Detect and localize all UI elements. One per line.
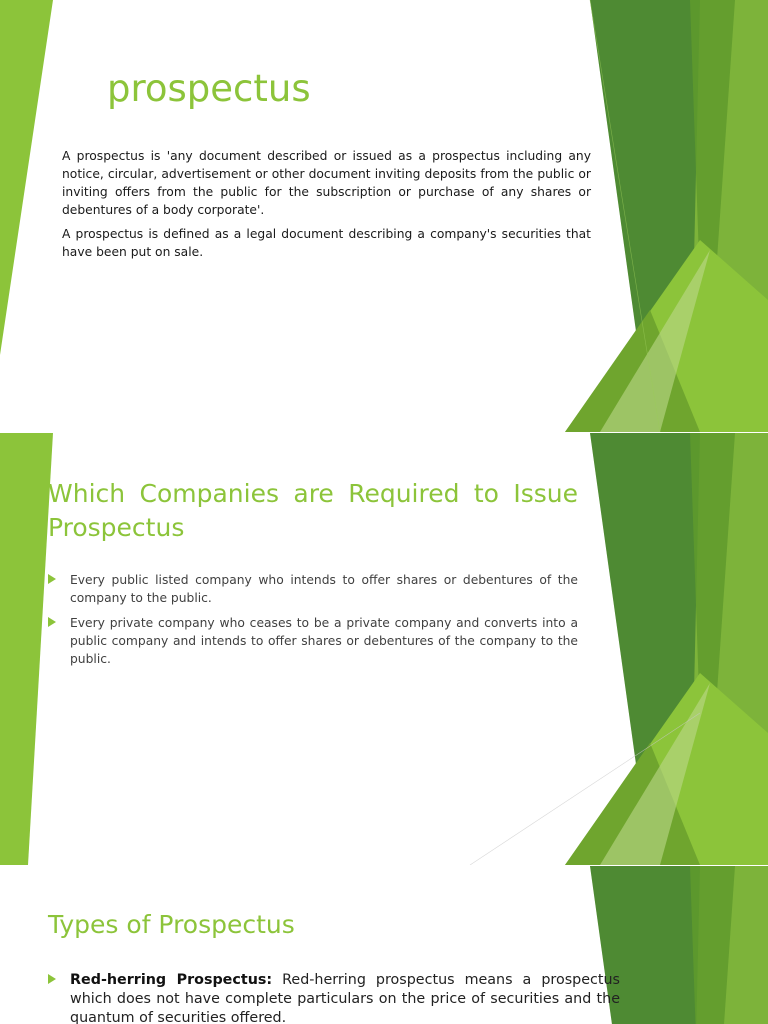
paragraph: A prospectus is defined as a legal document describing a company's securities that have been put on sale. [62, 227, 591, 259]
list-item: Every private company who ceases to be a private company and converts into a public company and intends to offer shares or debentures of the company to the public. [48, 614, 578, 668]
definition: Red-herring prospectus means a prospectus which does not have complete particulars on the price of securities and the quantum of securities offered. [70, 972, 620, 1024]
bullet-list [48, 971, 620, 1024]
slide-2 [0, 433, 768, 865]
term: Red-herring Prospectus: [70, 972, 273, 988]
paragraph: A prospectus is 'any document described or issued as a prospectus including any notice, circular, advertisement or other document inviting deposits from the public or inviting offers from the public for the subscription or purchase of any shares or debentures of a body corporate'. [62, 149, 591, 217]
list-item: Every public listed company who intends to offer shares or debentures of the company to the public. [48, 571, 578, 607]
slide-1 [0, 0, 768, 432]
bullet-arrow-icon [48, 574, 56, 584]
slide-title: Which Companies are Required to Issue Prospectus [48, 479, 578, 542]
slide-body [62, 147, 591, 267]
slide-3 [0, 866, 768, 1024]
bullet-arrow-icon [48, 974, 56, 984]
list-item [48, 971, 620, 1024]
bullet-list [48, 571, 578, 675]
bullet-arrow-icon [48, 617, 56, 627]
slide-title: Types of Prospectus [48, 910, 295, 939]
slide-title: prospectus [107, 67, 311, 110]
